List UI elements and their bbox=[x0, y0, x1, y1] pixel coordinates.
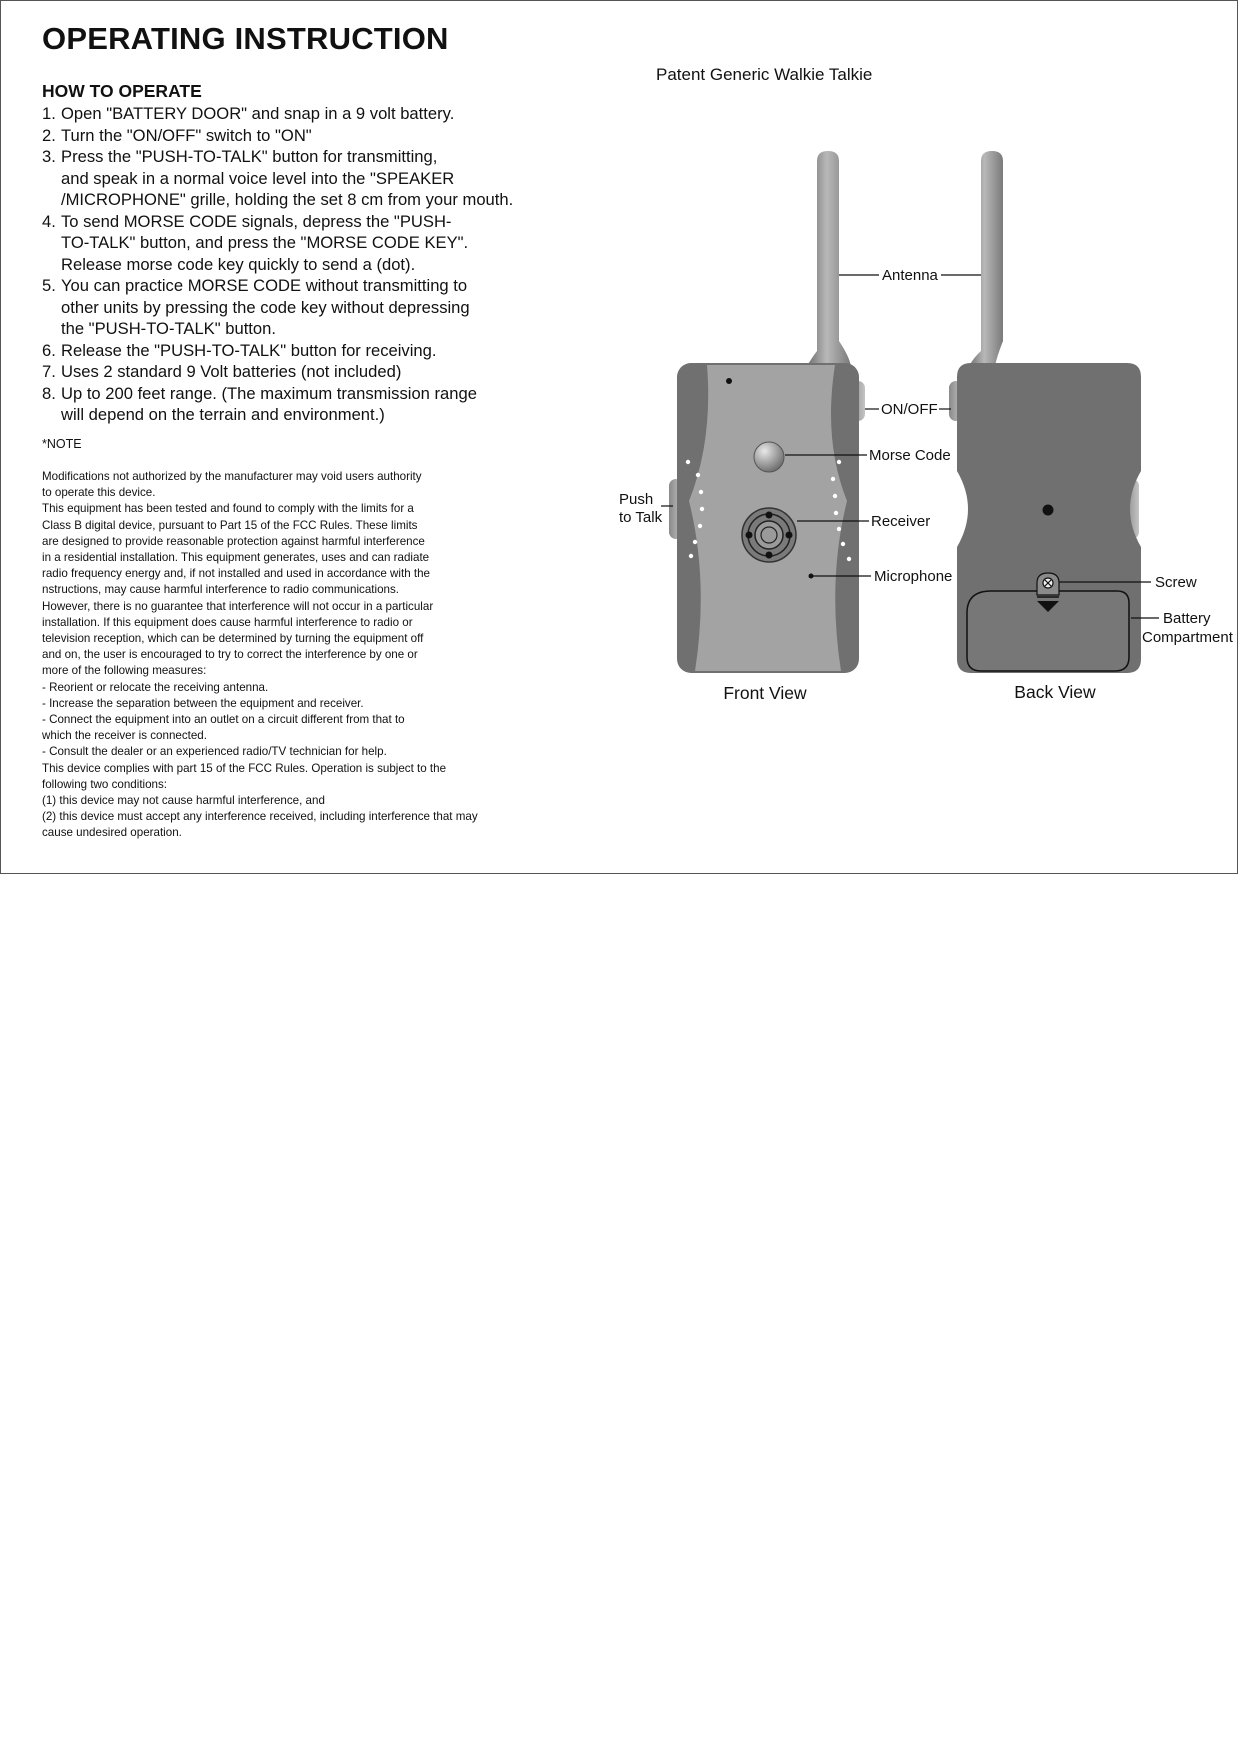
step-text: Open "BATTERY DOOR" and snap in a 9 volt battery. bbox=[61, 104, 455, 123]
label-receiver: Receiver bbox=[871, 513, 931, 530]
label-microphone: Microphone bbox=[874, 568, 953, 585]
receiver-grille-icon bbox=[742, 508, 796, 562]
front-indicator-dot bbox=[726, 378, 732, 384]
notice-paragraph: (2) this device must accept any interference received, including interference that may cause undesired operation. bbox=[42, 810, 478, 840]
instruction-sheet bbox=[0, 0, 1238, 874]
notice-paragraph: - Increase the separation between the equipment and receiver. bbox=[42, 696, 364, 710]
step-number: 2. bbox=[42, 125, 56, 145]
notice-paragraph: This device complies with part 15 of the FCC Rules. Operation is subject to the following two conditions: bbox=[42, 761, 447, 791]
step-number: 3. bbox=[42, 147, 56, 166]
label-push-to-talk-line1: Push bbox=[619, 491, 654, 508]
front-antenna bbox=[807, 151, 851, 366]
notice-paragraph: Modifications not authorized by the manufacturer may void users authority to operate this device. bbox=[42, 470, 422, 500]
notice-paragraph: (1) this device may not cause harmful interference, and bbox=[42, 794, 325, 808]
notice-paragraph: - Connect the equipment into an outlet on a circuit different from that to which the receiver is connected. bbox=[42, 713, 405, 743]
notice-paragraph: - Consult the dealer or an experienced radio/TV technician for help. bbox=[42, 745, 387, 759]
front-view-caption: Front View bbox=[723, 683, 807, 703]
notice-paragraph: - Reorient or relocate the receiving antenna. bbox=[42, 680, 269, 694]
back-antenna bbox=[969, 151, 1003, 366]
walkie-talkie-diagram bbox=[1, 1, 1239, 875]
back-center-hole-icon bbox=[1043, 505, 1054, 516]
step-number: 5. bbox=[42, 276, 56, 295]
step-text: To send MORSE CODE signals, depress the "PUSH- TO-TALK" button, and press the "MORSE CODE KEY". Release morse code key quickly to send a (dot). bbox=[61, 211, 469, 274]
step-text: Press the "PUSH-TO-TALK" button for transmitting, and speak in a normal voice level into the "SPEAKER /MICROPHONE" grille, holding the set 8 cm from your mouth. bbox=[61, 147, 514, 209]
step-text: Turn the "ON/OFF" switch to "ON" bbox=[61, 125, 312, 145]
figure-title: Patent Generic Walkie Talkie bbox=[656, 65, 873, 84]
label-battery-line2: Compartment bbox=[1142, 629, 1233, 646]
notice-paragraph: This equipment has been tested and found to comply with the limits for a Class B digital device, pursuant to Part 15 of the FCC Rules. These limits are designed to provide reasonable protection against harmful interference in a residential installation. This equipment generates, uses and can radiate radio frequency energy and, if not installed and used in accordance with the nstructions, may cause harmful interference to radio communications. However, there is no guarantee that interference will not occur in a particular installation. If this equipment does cause harmful interference to radio or television reception, which can be determined by turning the equipment off and on, the user is encouraged to try to correct the interference by one or more of the following measures: bbox=[42, 502, 434, 678]
note-label: *NOTE bbox=[42, 437, 82, 451]
step-number: 4. bbox=[42, 211, 56, 231]
label-screw: Screw bbox=[1155, 574, 1197, 591]
step-number: 1. bbox=[42, 104, 56, 123]
front-view-device bbox=[669, 151, 865, 673]
step-number: 7. bbox=[42, 362, 56, 381]
label-antenna: Antenna bbox=[882, 267, 938, 284]
step-text: Up to 200 feet range. (The maximum transmission range will depend on the terrain and environment.) bbox=[61, 383, 477, 424]
how-to-heading: HOW TO OPERATE bbox=[42, 81, 202, 101]
page-title: OPERATING INSTRUCTION bbox=[42, 21, 449, 56]
label-battery-line1: Battery bbox=[1163, 610, 1211, 627]
back-view-caption: Back View bbox=[1014, 682, 1096, 702]
step-number: 8. bbox=[42, 383, 56, 403]
label-on-off: ON/OFF bbox=[881, 401, 938, 418]
step-number: 6. bbox=[42, 340, 56, 360]
step-text: You can practice MORSE CODE without transmitting to other units by pressing the code key without depressing the "PUSH-TO-TALK" button. bbox=[61, 276, 470, 338]
microphone-hole-icon bbox=[809, 574, 814, 579]
label-morse-code: Morse Code bbox=[869, 447, 951, 464]
step-text: Release the "PUSH-TO-TALK" button for receiving. bbox=[61, 340, 437, 360]
label-push-to-talk-line2: to Talk bbox=[619, 509, 663, 526]
back-view-device bbox=[949, 151, 1141, 673]
morse-code-key-icon bbox=[754, 442, 784, 472]
step-text: Uses 2 standard 9 Volt batteries (not included) bbox=[61, 362, 402, 381]
